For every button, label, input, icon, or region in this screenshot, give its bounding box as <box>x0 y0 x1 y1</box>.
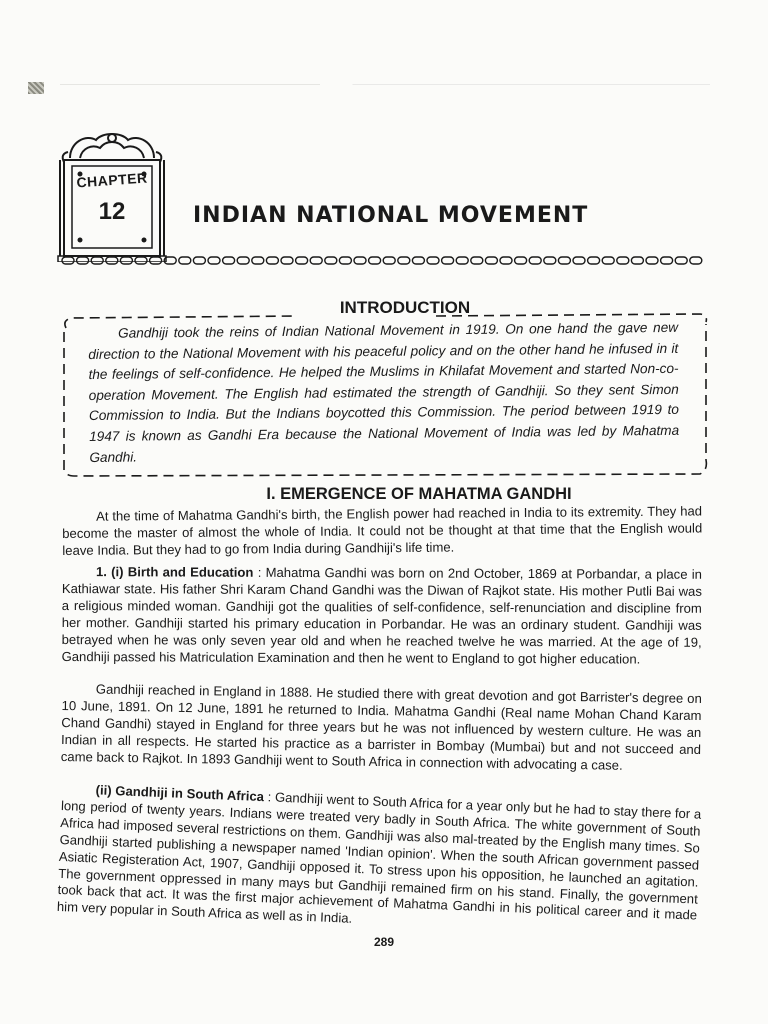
chain-link <box>427 257 439 264</box>
chain-link <box>661 257 673 264</box>
paragraph-birth-education <box>62 564 702 668</box>
chain-link <box>266 257 278 264</box>
paragraph-text: : Mahatma Gandhi was born on 2nd October, 1869 at Porbandar, a place in Kathiawar state. His father Shri Karam Chand Gandhi was the Diwan of Rajkot state. His mother Putli Bai was a religious minded woman. Gandhiji got the qualities of self-confidence, self-renunciation and discipline from her mother. Gandhiji started his primary education in Porbandar. He was an ordinary student. Gandhiji was betrayed when he was only seven year old and when he reached twelve he was married. At the age of 19, Gandhiji passed his Matriculation Examination and then he went to England to got higher education. <box>61 564 702 667</box>
chain-link <box>412 257 424 264</box>
paragraph-text: : Gandhiji went to South Africa for a year only but he had to stay there for a long period of twenty years. Indians were treated very badly in South Africa. The white government of South Africa had imposed several restrictions on them. Gandhiji was also mal-treated by the English many times. So Gandhiji started publishing a newspaper named 'Indian opinion'. When the south African government passed Asiatic Registeration Act, 1907, Gandhiji opposed it. To stress upon his opposition, he launched an agitation. The government oppressed in many mays but Gandhiji remained firm on his stand. Finally, the government took back that act. It was the first major achievement of Mahatma Gandhi in his political career and it made him very popular in South Africa as well as in India. <box>56 789 702 927</box>
paragraph-text: At the time of Mahatma Gandhi's birth, the English power had reached in India to its extremity. They had become the master of almost the whole of India. It could not be thought at that time that the English would leave India. But they had to go from India during Gandhiji's life time. <box>62 503 703 558</box>
chain-link <box>529 257 541 264</box>
chain-link <box>383 257 395 264</box>
page-number: 289 <box>373 935 395 949</box>
chain-link <box>500 257 512 264</box>
chain-link <box>646 257 658 264</box>
chain-link <box>208 257 220 264</box>
chain-divider <box>60 254 710 268</box>
scan-corner-mark <box>28 82 44 94</box>
chapter-title: INDIAN NATIONAL MOVEMENT <box>193 203 589 228</box>
chain-link <box>398 257 410 264</box>
chain-link <box>252 257 264 264</box>
chapter-label: CHAPTER <box>75 169 149 191</box>
chain-link <box>281 257 293 264</box>
chain-link <box>631 257 643 264</box>
chain-link <box>91 257 103 264</box>
scan-top-rule <box>60 84 710 85</box>
introduction-heading: INTRODUCTION <box>339 298 471 317</box>
chain-link <box>325 257 337 264</box>
chain-link <box>690 257 702 264</box>
paragraph-text: Gandhiji reached in England in 1888. He studied there with great devotion and got Barrister's degree on 10 June, 1891. On 12 June, 1891 he returned to India. Mahatma Gandhi (Real name Mohan Chand Karam Chand Gandhi) stayed in England for three years but he was not influenced by western culture. He was an Indian in all respects. He started his practice as a barrister in Bombay (Mumbai) but and not succeed and came back to Rajkot. In 1893 Gandhiji went to South Africa in connection with advocating a case. <box>60 681 702 773</box>
chain-link <box>573 257 585 264</box>
chain-link <box>544 257 556 264</box>
chain-link <box>515 257 527 264</box>
chain-link <box>62 257 74 264</box>
chain-link <box>223 257 235 264</box>
chain-link <box>675 257 687 264</box>
chapter-badge <box>56 128 168 262</box>
chain-link <box>617 257 629 264</box>
chain-link <box>77 257 89 264</box>
chain-link <box>179 257 191 264</box>
chapter-number: 12 <box>98 198 126 225</box>
chain-link <box>120 257 132 264</box>
chain-link <box>558 257 570 264</box>
paragraph-england <box>61 681 702 776</box>
section-heading: I. EMERGENCE OF MAHATMA GANDHI <box>266 485 572 503</box>
chain-link <box>485 257 497 264</box>
paragraph-birth-context <box>62 503 702 559</box>
chain-link <box>106 257 118 264</box>
paragraph-subheading: 1. (i) Birth and Education <box>95 564 254 580</box>
chain-link <box>471 257 483 264</box>
paragraph-south-africa <box>57 781 702 942</box>
paragraph-subheading: (ii) Gandhiji in South Africa <box>95 782 265 805</box>
chain-link <box>296 257 308 264</box>
chain-link <box>456 257 468 264</box>
chain-link <box>354 257 366 264</box>
chain-link <box>369 257 381 264</box>
chain-link <box>602 257 614 264</box>
chain-link <box>193 257 205 264</box>
chapter-frame-icon <box>56 128 168 262</box>
chain-link <box>310 257 322 264</box>
chain-link <box>237 257 249 264</box>
chain-link <box>339 257 351 264</box>
introduction-text: Gandhiji took the reins of Indian National Movement in 1919. On one hand the gave new direction to the National Movement with his peaceful policy and on the other hand he infused in it the feelings of self-confidence. He helped the Muslims in Khilafat Movement and started Non-co-operation Movement. The English had estimated the strength of Gandhiji. So they sent Simon Commission to India. But the Indians boycotted this Commission. The period between 1919 to 1947 is known as Gandhi Era because the National Movement of India was led by Mahatma Gandhi. <box>88 319 680 465</box>
chain-link <box>588 257 600 264</box>
chain-link <box>442 257 454 264</box>
chain-link <box>150 257 162 264</box>
chain-link <box>135 257 147 264</box>
chain-link <box>164 257 176 264</box>
